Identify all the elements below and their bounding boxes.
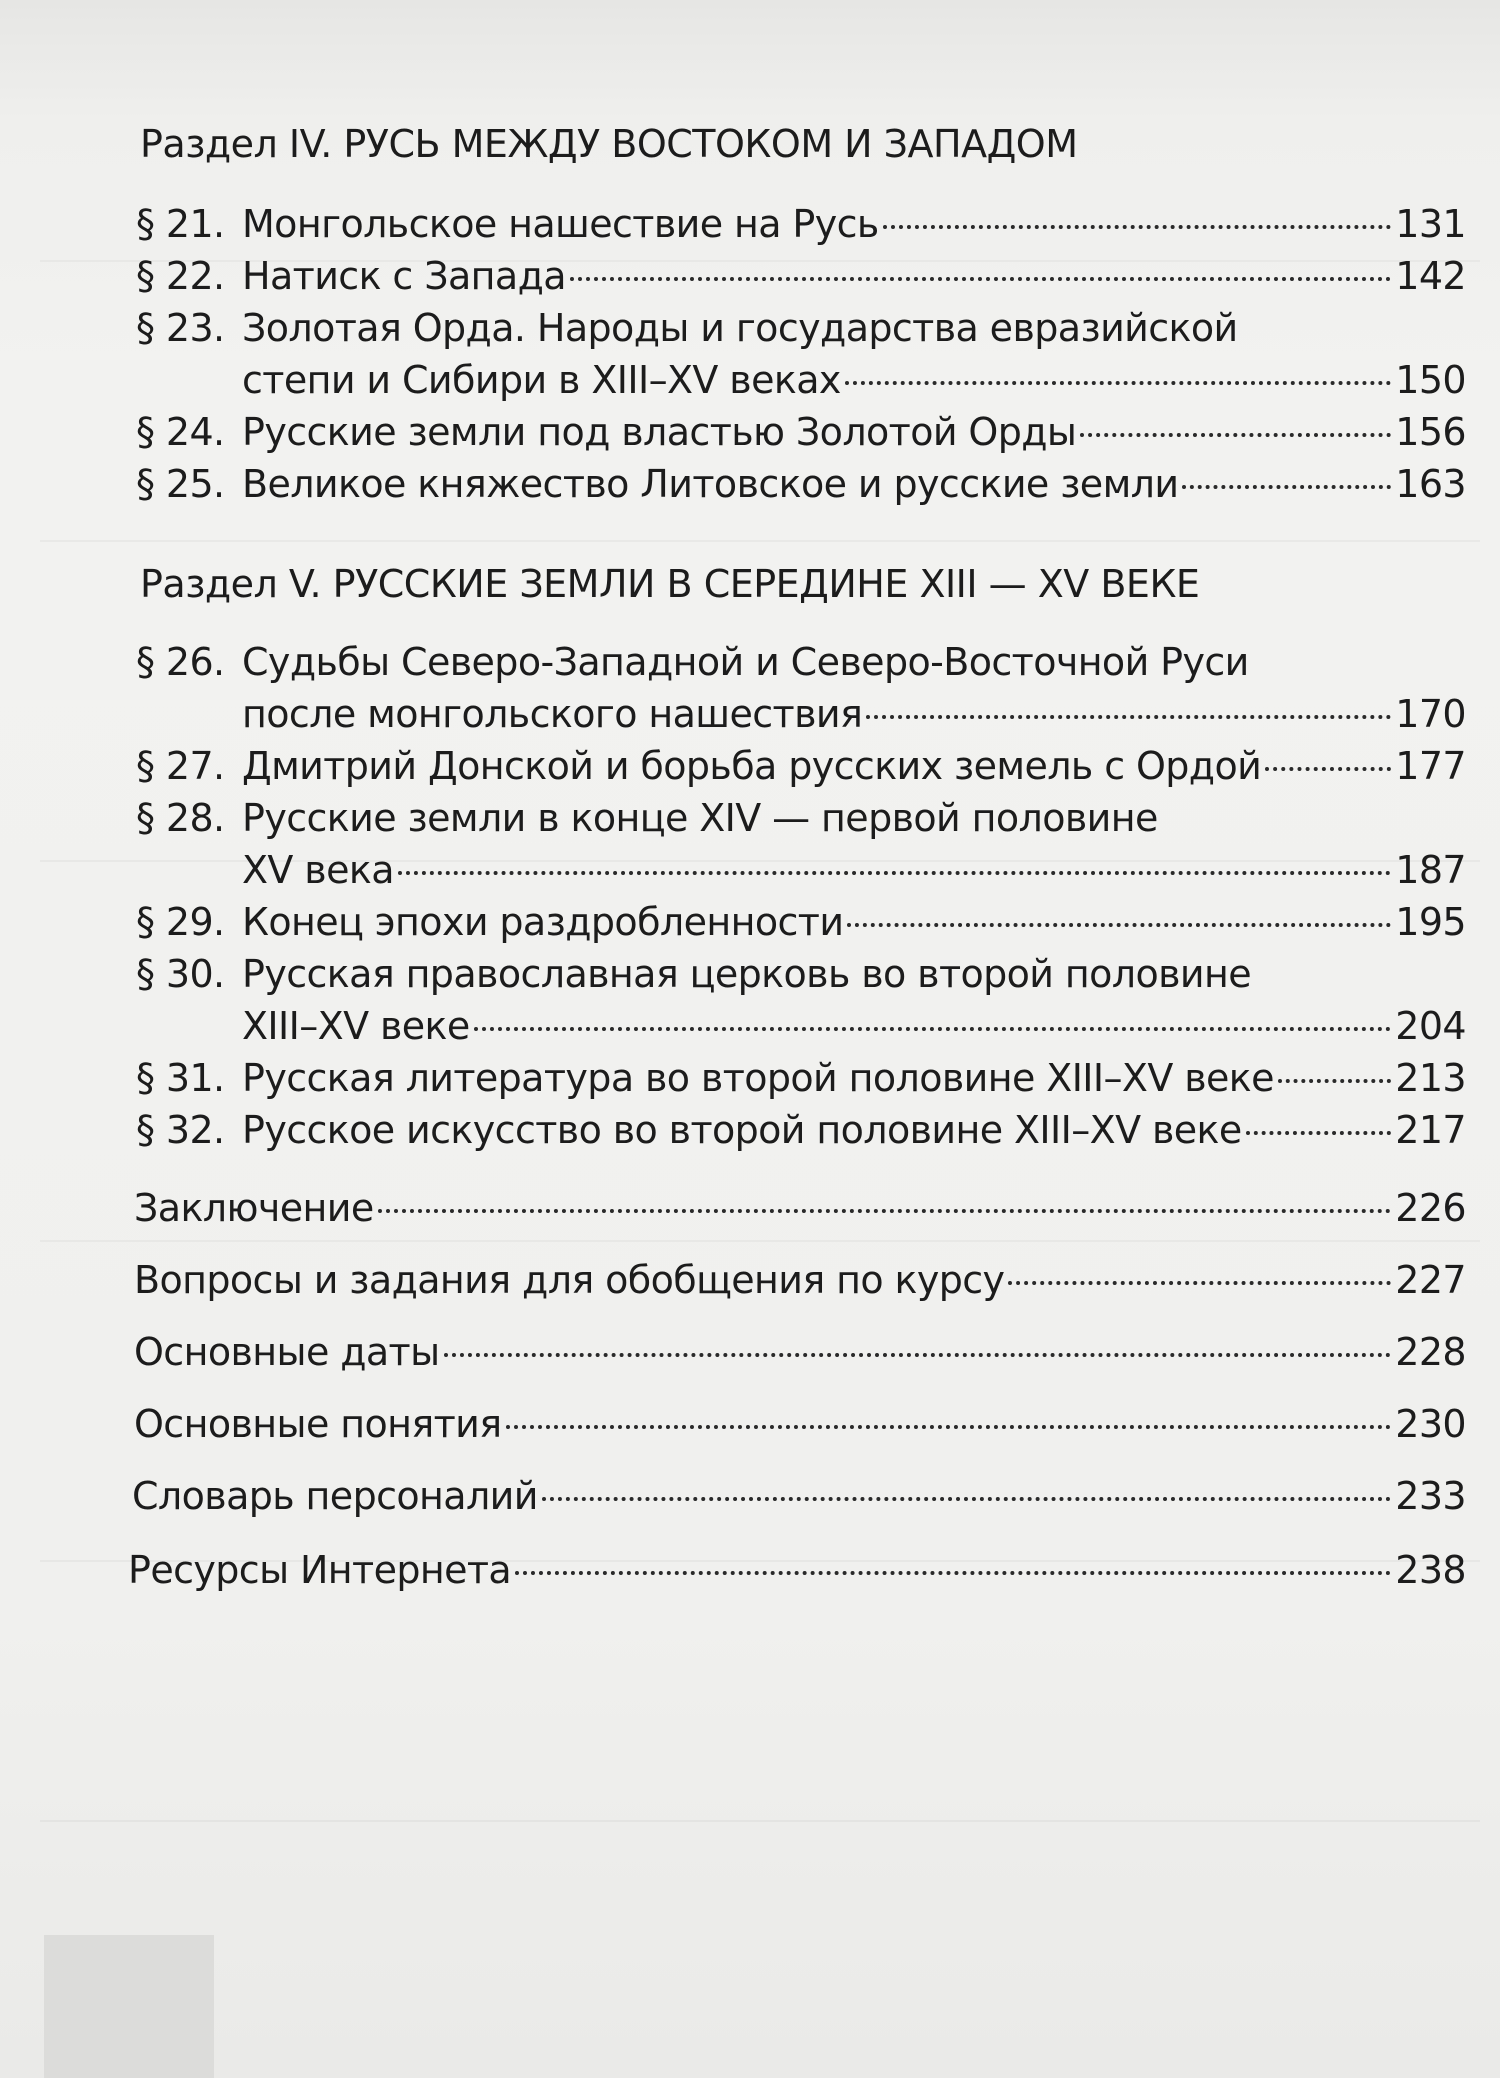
entry-title: Золотая Орда. Народы и государства евразийской <box>242 306 1238 350</box>
entry-title-continued: степи и Сибири в XIII–XV веках <box>242 358 841 402</box>
entry-title: Судьбы Северо-Западной и Северо-Восточной Руси <box>242 640 1249 684</box>
page-number: 131 <box>1395 202 1466 246</box>
entry-title: Дмитрий Донской и борьба русских земель с Ордой <box>242 744 1262 788</box>
page-number: 230 <box>1395 1402 1466 1446</box>
toc-entry[interactable] <box>136 636 1466 740</box>
entry-title: Великое княжество Литовское и русские земли <box>242 462 1179 506</box>
page-number: 217 <box>1395 1108 1466 1152</box>
section-heading: Раздел V. РУССКИЕ ЗЕМЛИ В СЕРЕДИНЕ XIII — XV ВЕКЕ <box>140 562 1200 606</box>
entry-title-continued: XIII–XV веке <box>242 1004 470 1048</box>
toc-appendix-entry[interactable] <box>134 1254 1466 1306</box>
dot-leader <box>542 1497 1391 1501</box>
paragraph-number: § 32. <box>136 1108 225 1152</box>
page-number: 163 <box>1395 462 1466 506</box>
toc-entry[interactable] <box>136 198 1466 250</box>
toc-appendix-entry[interactable] <box>134 1182 1466 1234</box>
page-number: 170 <box>1395 692 1466 736</box>
dot-leader <box>1080 433 1391 437</box>
entry-title: Заключение <box>134 1186 374 1230</box>
paragraph-number: § 23. <box>136 306 225 350</box>
paragraph-number: § 29. <box>136 900 225 944</box>
entry-title: Основные понятия <box>134 1402 502 1446</box>
entry-title: Вопросы и задания для обобщения по курсу <box>134 1258 1005 1302</box>
dot-leader <box>506 1425 1392 1429</box>
toc-entry[interactable] <box>136 896 1466 948</box>
page-number: 142 <box>1395 254 1466 298</box>
page-number: 187 <box>1395 848 1466 892</box>
page-number: 228 <box>1395 1330 1466 1374</box>
entry-title: Конец эпохи раздробленности <box>242 900 844 944</box>
toc-appendix-entry[interactable] <box>128 1544 1466 1596</box>
paragraph-number: § 26. <box>136 640 225 684</box>
entry-title: Русская литература во второй половине XIII–XV веке <box>242 1056 1274 1100</box>
paragraph-number: § 28. <box>136 796 225 840</box>
paragraph-number: § 21. <box>136 202 225 246</box>
dot-leader <box>444 1353 1392 1357</box>
bleed-through-line <box>40 540 1480 542</box>
toc-entry[interactable] <box>136 250 1466 302</box>
dot-leader <box>398 871 1391 875</box>
entry-title: Русское искусство во второй половине XIII–XV веке <box>242 1108 1242 1152</box>
toc-entry[interactable] <box>136 406 1466 458</box>
dot-leader <box>1265 767 1391 771</box>
dot-leader <box>866 715 1391 719</box>
dot-leader <box>378 1209 1392 1213</box>
entry-title: Натиск с Запада <box>242 254 566 298</box>
page-number: 204 <box>1395 1004 1466 1048</box>
toc-entry[interactable] <box>136 458 1466 510</box>
page-number: 238 <box>1395 1548 1466 1592</box>
entry-title: Русские земли в конце XIV — первой половине <box>242 796 1158 840</box>
entry-title: Словарь персоналий <box>132 1474 538 1518</box>
toc-entry[interactable] <box>136 1104 1466 1156</box>
page-number: 156 <box>1395 410 1466 454</box>
entry-title: Ресурсы Интернета <box>128 1548 512 1592</box>
page-number: 233 <box>1395 1474 1466 1518</box>
paragraph-number: § 25. <box>136 462 225 506</box>
toc-entry[interactable] <box>136 792 1466 896</box>
toc-appendix-entry[interactable] <box>134 1398 1466 1450</box>
paragraph-number: § 30. <box>136 952 225 996</box>
dot-leader <box>845 381 1391 385</box>
dot-leader <box>1278 1079 1391 1083</box>
bleed-through-line <box>40 1240 1480 1242</box>
dot-leader <box>474 1027 1392 1031</box>
dot-leader <box>1182 485 1391 489</box>
toc-entry[interactable] <box>136 1052 1466 1104</box>
page-corner-shade <box>44 1935 214 2078</box>
bleed-through-line <box>40 1820 1480 1822</box>
entry-title: Русская православная церковь во второй половине <box>242 952 1252 996</box>
page-number: 213 <box>1395 1056 1466 1100</box>
page-number: 227 <box>1395 1258 1466 1302</box>
toc-appendix-entry[interactable] <box>134 1326 1466 1378</box>
dot-leader <box>1246 1131 1392 1135</box>
toc-appendix-entry[interactable] <box>132 1470 1466 1522</box>
dot-leader <box>570 277 1391 281</box>
paragraph-number: § 24. <box>136 410 225 454</box>
dot-leader <box>1008 1281 1391 1285</box>
entry-title: Русские земли под властью Золотой Орды <box>242 410 1077 454</box>
entry-title-continued: после монгольского нашествия <box>242 692 863 736</box>
toc-entry[interactable] <box>136 740 1466 792</box>
dot-leader <box>847 923 1391 927</box>
paragraph-number: § 22. <box>136 254 225 298</box>
page-number: 226 <box>1395 1186 1466 1230</box>
entry-title-continued: XV века <box>242 848 394 892</box>
page-number: 195 <box>1395 900 1466 944</box>
paragraph-number: § 27. <box>136 744 225 788</box>
toc-entry[interactable] <box>136 948 1466 1052</box>
section-heading: Раздел IV. РУСЬ МЕЖДУ ВОСТОКОМ И ЗАПАДОМ <box>140 122 1078 166</box>
page-number: 177 <box>1395 744 1466 788</box>
page-number: 150 <box>1395 358 1466 402</box>
dot-leader <box>515 1571 1391 1575</box>
entry-title: Основные даты <box>134 1330 440 1374</box>
entry-title: Монгольское нашествие на Русь <box>242 202 879 246</box>
paragraph-number: § 31. <box>136 1056 225 1100</box>
dot-leader <box>883 225 1392 229</box>
toc-entry[interactable] <box>136 302 1466 406</box>
